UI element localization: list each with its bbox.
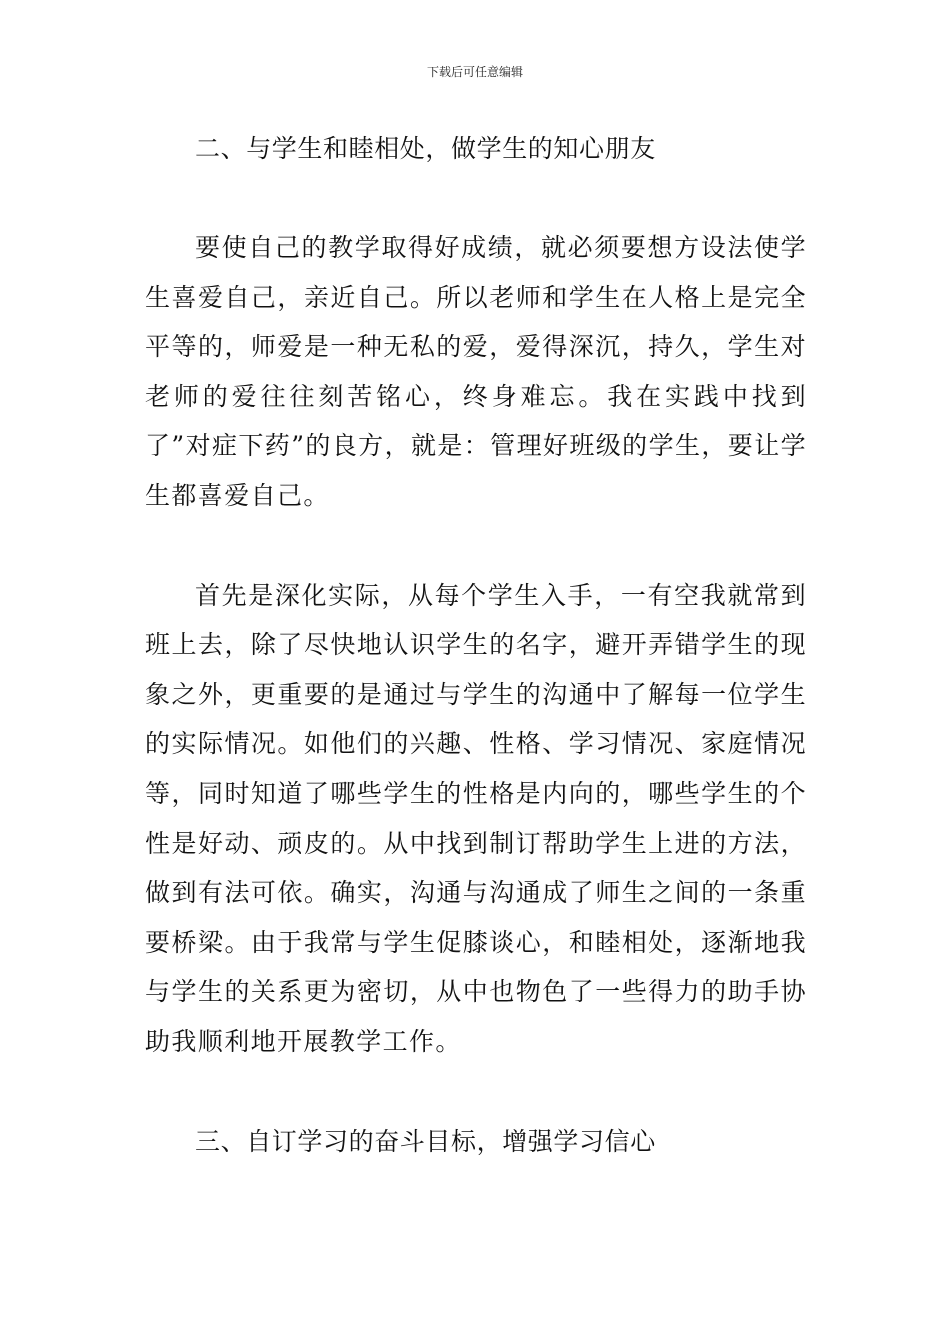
paragraph-2: 首先是深化实际，从每个学生入手，一有空我就常到班上去，除了尽快地认识学生的名字，避开弄错学生的现象之外，更重要的是通过与学生的沟通中了解每一位学生的实际情况。如他们的兴趣、性格、学习情况、家庭情况等，同时知道了哪些学生的性格是内向的，哪些学生的个性是好动、顽皮的。从中找到制订帮助学生上进的方法，做到有法可依。确实，沟通与沟通成了师生之间的一条重要桥梁。由于我常与学生促膝谈心，和睦相处，逐渐地我与学生的关系更为密切，从中也物色了一些得力的助手协助我顺利地开展教学工作。 (145, 580, 807, 1056)
spacer (145, 1067, 807, 1117)
section-heading-2: 二、与学生和睦相处，做学生的知心朋友 (195, 134, 656, 163)
page-header-note: 下载后可任意编辑 (426, 65, 523, 79)
spacer (145, 174, 807, 223)
spacer (145, 521, 807, 571)
section-heading-3: 三、自订学习的奋斗目标，增强学习信心 (195, 1126, 656, 1156)
document-body (145, 124, 807, 1167)
paragraph-1: 要使自己的教学取得好成绩，就必须要想方设法使学生喜爱自己，亲近自己。所以老师和学生在人格上是完全平等的，师爱是一种无私的爱，爱得深沉，持久，学生对老师的爱往往刻苦铭心，终身难忘。我在实践中找到了”对症下药”的良方，就是：管理好班级的学生，要让学生都喜爱自己。 (145, 233, 807, 510)
